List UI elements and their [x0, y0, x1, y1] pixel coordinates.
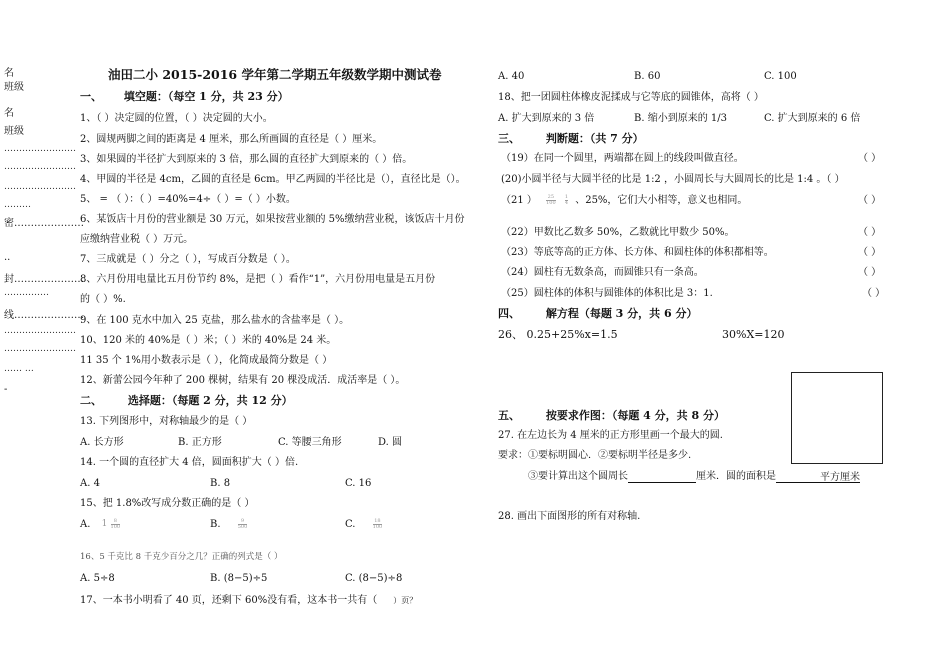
section-2-number: 二、	[80, 394, 102, 407]
q13-option-a: A. 长方形	[80, 437, 124, 448]
q17-option-c: C. 100	[764, 71, 797, 82]
margin-class-label-cut: 班级	[4, 82, 24, 93]
q21-fraction-2: $\frac{1}{4}$	[564, 194, 569, 206]
section-5-title: 按要求作图：（每题 4 分，共 8 分）	[545, 409, 725, 422]
margin-dash: -	[4, 384, 8, 395]
q23-answer-paren: （ ）	[858, 247, 882, 258]
margin-dots-2: ……………………	[4, 162, 76, 172]
q21-fraction-1: $\frac{25}{100}$	[546, 194, 556, 206]
q15-option-b	[210, 518, 247, 531]
question-25: （25）圆柱体的体积与圆锥体的体积比是 3：1.	[501, 288, 713, 299]
margin-dots-1: ……………………	[4, 144, 76, 154]
q22-answer-paren: （ ）	[858, 227, 882, 238]
question-6-line-1: 6、某饭店十月份的营业额是 30 万元，如果按营业额的 5%缴纳营业税，该饭店十月份	[80, 214, 465, 225]
q21-answer-paren: （ ）	[858, 195, 882, 206]
question-23: （23）等底等高的正方体、长方体、和圆柱体的体积都相等。	[501, 247, 774, 258]
margin-feng-dots: ……………	[4, 288, 49, 298]
question-17: 17、一本书小明看了 40 页，还剩下 60%没有看，这本书一共有（ ）页？	[80, 595, 418, 606]
question-21: （21 ） $\frac{25}{100} \frac{1}{4}$ 、25%，它们大小相等，意义也相同。	[501, 194, 748, 206]
margin-mark: ..	[4, 252, 11, 263]
question-7: 7、三成就是（ ）分之（ ），写成百分数是（ ）。	[80, 254, 296, 265]
margin-feng-seal: 封…………………	[4, 274, 84, 285]
binding-margin	[0, 60, 84, 400]
q16-option-c: C. (8−5)÷8	[345, 573, 403, 584]
question-8-line-1: 8、六月份用电量比五月份节约 8%，是把（ ）看作“1”，六月份用电量是五月份	[80, 274, 436, 285]
q18-option-b: B. 缩小到原来的 1/3	[634, 113, 727, 124]
question-16: 16、5 千克比 8 千克少百分之几？正确的列式是（ ）	[80, 552, 283, 562]
question-22: （22）甲数比乙数多 50%，乙数就比甲数少 50%。	[501, 227, 735, 238]
section-3-title: 判断题：（共 7 分）	[545, 132, 644, 145]
section-5-heading	[498, 409, 725, 422]
question-11: 11 35 个 1%用小数表示是（ ），化简成最简分数是（ ）	[80, 355, 333, 366]
q14-option-a: A. 4	[80, 478, 100, 489]
q13-option-b: B. 正方形	[178, 437, 222, 448]
question-15: 15、把 1.8%改写成分数正确的是（ ）	[80, 498, 255, 509]
q15-c-fraction: $\frac{18}{100}$	[372, 518, 383, 530]
circumference-blank[interactable]	[628, 471, 696, 483]
question-3: 3、如果圆的半径扩大到原来的 3 倍，那么圆的直径扩大到原来的（ ）倍。	[80, 154, 413, 165]
margin-end-dots: …… …	[4, 364, 34, 374]
q15-option-b-letter: B.	[210, 519, 221, 530]
section-4-heading	[498, 307, 697, 320]
q15-option-a	[80, 518, 120, 531]
question-14: 14. 一个圆的直径扩大 4 倍，圆面积扩大（ ）倍.	[80, 457, 299, 468]
q15-a-whole: 1	[101, 519, 108, 529]
q14-option-c: C. 16	[345, 478, 372, 489]
margin-class-label: 班级	[4, 126, 24, 137]
margin-mi-seal: 密…………………	[4, 218, 84, 229]
question-18: 18、把一团圆柱体橡皮泥揉成与它等底的圆锥体，高将（ ）	[498, 92, 764, 103]
question-9: 9、在 100 克水中加入 25 克盐，那么盐水的含盐率是（ ）。	[80, 315, 350, 326]
q16-option-b: B. (8−5)÷5	[210, 573, 268, 584]
margin-dots-4: ………	[4, 200, 31, 210]
q13-option-c: C. 等腰三角形	[278, 437, 342, 448]
question-27: 27. 在左边长为 4 厘米的正方形里画一个最大的圆.	[498, 430, 723, 441]
question-20: (20)小圆半径与大圆半径的比是 1:2 ，小圆周长与大圆周长的比是 1:4 。（ ）	[501, 174, 845, 185]
q15-option-c-letter: C.	[345, 519, 356, 530]
q13-option-d: D. 圆	[378, 437, 403, 448]
q18-option-a: A. 扩大到原来的 3 倍	[498, 113, 595, 124]
section-3-number: 三、	[498, 132, 520, 145]
question-5: 5、 = （ ）：（ ）=40%=4÷（ ）=（ ）小数。	[80, 194, 296, 205]
question-24: （24）圆柱有无数条高，而圆锥只有一条高。	[501, 267, 704, 278]
section-1-title: 填空题：（每空 1 分，共 23 分）	[123, 90, 289, 103]
margin-xian-dots-1: ……………………	[4, 326, 76, 336]
exam-title: 油田二小 2015-2016 学年第二学期五年级数学期中测试卷	[108, 67, 442, 82]
section-1-number: 一、	[80, 90, 102, 103]
margin-xian-dots-2: ……………………	[4, 344, 76, 354]
question-12: 12、新蕾公园今年种了 200 棵树，结果有 20 棵没成活．成活率是（ ）。	[80, 375, 406, 386]
question-10: 10、120 米的 40%是（ ）米；（ ）米的 40%是 24 米。	[80, 335, 337, 346]
q25-answer-paren: （ ）	[862, 288, 886, 299]
margin-dots-3: ……………………	[4, 182, 76, 192]
q17-option-a: A. 40	[498, 71, 525, 82]
q19-answer-paren: （ ）	[858, 153, 882, 164]
question-1: 1、（ ）决定圆的位置，（ ）决定圆的大小。	[80, 113, 273, 124]
margin-xian-seal: 线…………………	[4, 310, 84, 321]
section-4-number: 四、	[498, 307, 520, 320]
section-2-heading	[80, 394, 293, 407]
question-8-line-2: 的（ ）%.	[80, 294, 126, 305]
q15-option-c	[345, 518, 382, 531]
area-blank[interactable]	[776, 471, 820, 483]
question-26-equation-1: 26、 0.25+25%x=1.5	[498, 328, 618, 341]
question-4: 4、甲圆的半径是 4cm，乙圆的直径是 6cm。甲乙两圆的半径比是（），直径比是（）。	[80, 174, 466, 185]
question-2: 2、圆规两脚之间的距离是 4 厘米，那么所画圆的直径是（ ）厘米。	[80, 134, 383, 145]
q15-option-a-letter: A.	[80, 519, 91, 530]
square-drawing-box	[791, 372, 883, 464]
section-5-number: 五、	[498, 409, 520, 422]
section-4-title: 解方程（每题 3 分，共 6 分）	[545, 307, 698, 320]
q27-requirements: 要求：①要标明圆心．②要标明半径是多少.	[498, 450, 692, 461]
q27-requirement-3: ③要计算出这个圆周长 厘米．圆的面积是 平方厘米	[528, 471, 860, 483]
margin-name-label: 名	[4, 68, 14, 79]
section-1-heading	[80, 90, 289, 103]
q24-answer-paren: （ ）	[858, 267, 882, 278]
q15-a-fraction: $\frac{8}{100}$	[110, 518, 121, 530]
question-19: （19）在同一个圆里，两端都在圆上的线段叫做直径。	[501, 153, 744, 164]
section-3-heading	[498, 132, 644, 145]
q16-option-a: A. 5÷8	[80, 573, 115, 584]
question-6-line-2: 应缴纳营业税（ ）万元。	[80, 234, 194, 245]
section-2-title: 选择题：（每题 2 分，共 12 分）	[127, 394, 293, 407]
question-28: 28. 画出下面图形的所有对称轴.	[498, 511, 641, 522]
q14-option-b: B. 8	[210, 478, 231, 489]
question-26-equation-2: 30%X=120	[722, 328, 785, 341]
q18-option-c: C. 扩大到原来的 6 倍	[764, 113, 861, 124]
q15-b-fraction: $\frac{9}{500}$	[237, 518, 248, 530]
margin-name-label-2: 名	[4, 108, 14, 119]
q17-option-b: B. 60	[634, 71, 661, 82]
question-13: 13. 下列图形中，对称轴最少的是（ ）	[80, 416, 253, 427]
